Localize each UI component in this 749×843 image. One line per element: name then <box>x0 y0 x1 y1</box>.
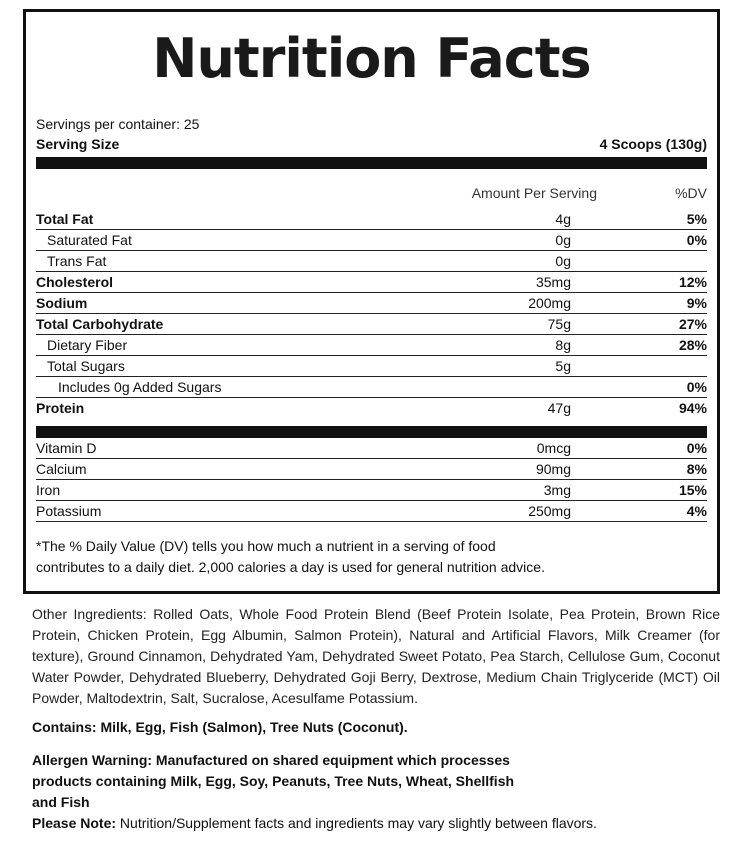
nutrient-dv: 4% <box>686 503 707 519</box>
nutrient-name: Total Fat <box>36 211 94 227</box>
nutrient-name: Total Carbohydrate <box>36 316 164 332</box>
amount-per-serving-header: Amount Per Serving <box>471 185 597 201</box>
dv-footnote: *The % Daily Value (DV) tells you how much a nutrient in a serving of food contributes to a daily diet. 2,000 calories a day is used for general nutrition advice. <box>36 538 545 575</box>
servings-per-container: Servings per container: 25 <box>36 116 200 132</box>
please-note-label: Please Note: <box>32 815 117 831</box>
nutrition-facts-panel <box>23 9 720 594</box>
table-row <box>36 293 707 314</box>
table-row <box>36 314 707 335</box>
nutrient-name: Trans Fat <box>47 253 107 269</box>
divider-thick <box>36 426 707 438</box>
serving-size-label: Serving Size <box>36 136 120 152</box>
vitamin-table <box>36 438 707 522</box>
nutrient-table <box>36 209 707 419</box>
nutrient-dv: 9% <box>686 295 707 311</box>
table-row <box>36 356 707 377</box>
nutrient-name: Saturated Fat <box>47 232 132 248</box>
nutrient-name: Total Sugars <box>47 358 125 374</box>
nutrient-amount: 90mg <box>535 461 571 477</box>
table-row <box>36 398 707 419</box>
nutrient-name: Potassium <box>36 503 102 519</box>
table-row <box>36 377 707 398</box>
please-note <box>32 813 597 834</box>
nutrient-amount: 0g <box>555 232 571 248</box>
table-row <box>36 272 707 293</box>
nutrient-name: Includes 0g Added Sugars <box>58 379 222 395</box>
nutrient-name: Calcium <box>36 461 87 477</box>
table-row <box>36 335 707 356</box>
nutrient-name: Dietary Fiber <box>47 337 128 353</box>
table-row <box>36 230 707 251</box>
nutrient-name: Iron <box>36 482 61 498</box>
table-row <box>36 209 707 230</box>
nutrient-dv: 94% <box>678 400 707 416</box>
nutrient-name: Protein <box>36 400 85 416</box>
divider-thick <box>36 157 707 169</box>
nutrient-amount: 47g <box>547 400 571 416</box>
table-row <box>36 501 707 522</box>
nutrient-dv: 27% <box>678 316 707 332</box>
please-note-text: Nutrition/Supplement facts and ingredients may vary slightly between flavors. <box>116 815 597 831</box>
dv-header: %DV <box>675 185 707 201</box>
nutrient-name: Sodium <box>36 295 88 311</box>
allergen-warning: Allergen Warning: Manufactured on shared equipment which processes products containing Milk, Egg, Soy, Peanuts, Tree Nuts, Wheat, Shellfish and Fish <box>32 752 515 810</box>
nutrient-dv: 0% <box>686 440 707 456</box>
nutrient-amount: 4g <box>555 211 571 227</box>
contains-text: Contains: Milk, Egg, Fish (Salmon), Tree Nuts (Coconut). <box>32 719 408 735</box>
nutrient-amount: 5g <box>555 358 571 374</box>
serving-size-value: 4 Scoops (130g) <box>599 136 707 152</box>
nutrient-amount: 0mcg <box>536 440 571 456</box>
serving-size-row <box>36 136 707 152</box>
table-row <box>36 251 707 272</box>
table-row <box>36 480 707 501</box>
nutrient-dv: 28% <box>678 337 707 353</box>
nutrient-amount: 35mg <box>535 274 571 290</box>
nutrient-amount: 3mg <box>543 482 571 498</box>
nutrient-name: Cholesterol <box>36 274 114 290</box>
nutrient-amount: 200mg <box>528 295 571 311</box>
table-row <box>36 459 707 480</box>
ingredients-text: Other Ingredients: Rolled Oats, Whole Food Protein Blend (Beef Protein Isolate, Pea Protein, Brown Rice Protein, Chicken Protein, Egg Albumin, Salmon Protein), Natural and Artificial Flavors, Milk Creamer (for texture), Ground Cinnamon, Dehydrated Yam, Dehydrated Sweet Potato, Pea Starch, Cellulose Gum, Coconut Water Powder, Dehydrated Blueberry, Dehydrated Goji Berry, Dextrose, Medium Chain Triglyceride (MCT) Oil Powder, Maltodextrin, Salt, Sucralose, Acesulfame Potassium. <box>32 606 720 706</box>
page-title: Nutrition Facts <box>152 27 591 90</box>
nutrient-amount: 0g <box>555 253 571 269</box>
nutrient-dv: 0% <box>686 232 707 248</box>
nutrient-dv: 12% <box>678 274 707 290</box>
nutrient-dv: 5% <box>686 211 707 227</box>
nutrient-amount: 250mg <box>528 503 571 519</box>
nutrient-amount: 75g <box>547 316 571 332</box>
nutrient-dv: 8% <box>686 461 707 477</box>
nutrient-dv: 15% <box>678 482 707 498</box>
nutrient-amount: 8g <box>555 337 571 353</box>
nutrient-name: Vitamin D <box>36 440 97 456</box>
nutrient-dv: 0% <box>686 379 707 395</box>
table-row <box>36 438 707 459</box>
